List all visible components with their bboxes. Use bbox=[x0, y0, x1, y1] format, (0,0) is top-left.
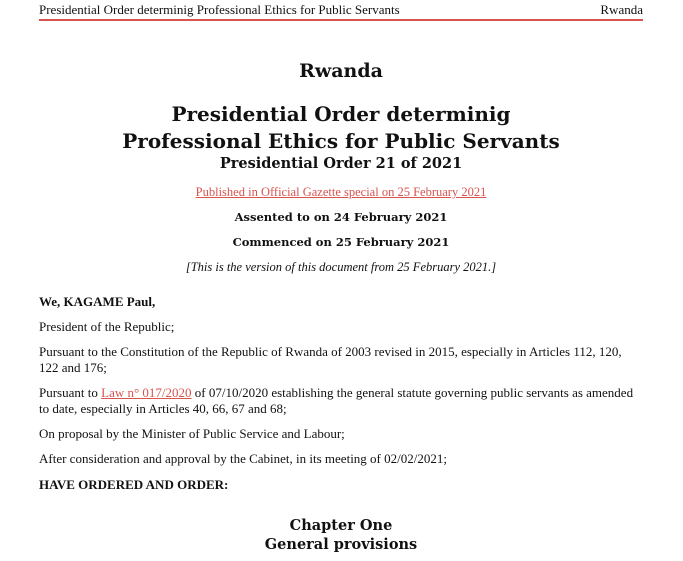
preamble-constitution: Pursuant to the Constitution of the Republic of Rwanda of 2003 revised in 2015, especially in Articles 112, 120, 122 and 176; bbox=[39, 344, 622, 375]
document-title-line1: Presidential Order determinig bbox=[171, 102, 511, 126]
preamble-law-reference bbox=[39, 385, 643, 417]
chapter-title: General provisions bbox=[264, 536, 418, 553]
version-note: [This is the version of this document from 25 February 2021.] bbox=[185, 260, 497, 274]
preamble-law-prefix: Pursuant to bbox=[39, 385, 102, 400]
gazette-info bbox=[39, 184, 643, 200]
preamble-office: President of the Republic; bbox=[39, 319, 175, 334]
preamble-law-suffix: of 07/10/2020 establishing the general statute governing public servants as amended to date, especially in Articles 40, 66, 67 and 68; bbox=[39, 385, 634, 416]
running-header bbox=[39, 2, 643, 21]
preamble-signatory: We, KAGAME Paul, bbox=[39, 294, 156, 309]
document-subtitle: Presidential Order 21 of 2021 bbox=[219, 155, 463, 172]
chapter-heading bbox=[39, 516, 643, 554]
document-country: Rwanda bbox=[299, 60, 383, 82]
document-title-line2: Professional Ethics for Public Servants bbox=[122, 129, 560, 153]
preamble-proposal: On proposal by the Minister of Public Service and Labour; bbox=[39, 426, 345, 441]
document-title bbox=[39, 101, 643, 155]
running-header-country: Rwanda bbox=[600, 2, 643, 17]
preamble-cabinet-approval: After consideration and approval by the Cabinet, in its meeting of 02/02/2021; bbox=[39, 451, 447, 466]
law-link[interactable]: Law n° 017/2020 bbox=[101, 385, 192, 400]
preamble-order: HAVE ORDERED AND ORDER: bbox=[39, 477, 229, 492]
assented-date: Assented to on 24 February 2021 bbox=[234, 210, 448, 224]
running-header-title: Presidential Order determinig Professional Ethics for Public Servants bbox=[39, 2, 400, 17]
gazette-link[interactable]: Published in Official Gazette special on 25 February 2021 bbox=[195, 185, 487, 199]
commenced-date: Commenced on 25 February 2021 bbox=[232, 235, 450, 249]
chapter-number: Chapter One bbox=[289, 517, 393, 534]
